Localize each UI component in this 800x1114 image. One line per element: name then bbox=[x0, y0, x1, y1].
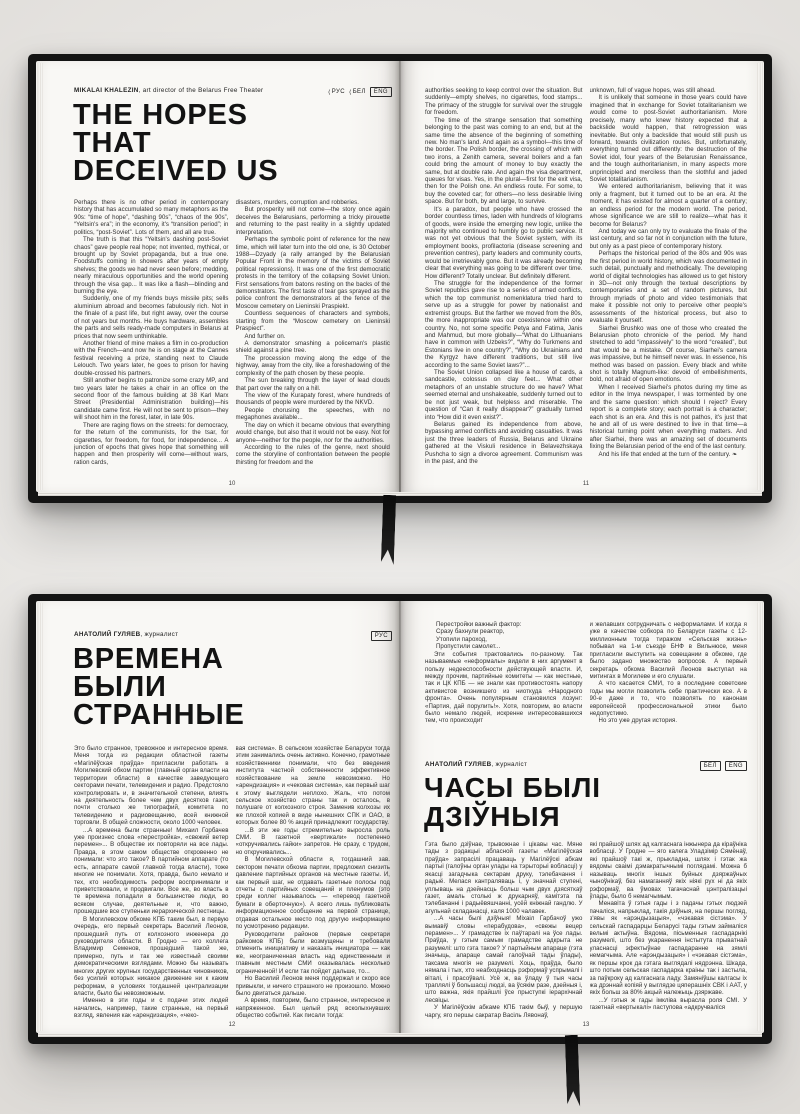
paragraph: It is unlikely that someone in those years could have imagined that in exchange for Soviet totalitarianism we would come to post-Soviet authoritarianism. More precisely, many who knew history expected that a backslide would happen, that retrogression was inevitable. But only a backslide that would still push us forward, towards civilization routes. But, unfortunately, everything turned out differently: the destruction of the Soviet idol, four years of the Belarusian Renaissance, and the tough authoritarianism, in many aspects more unprincipled and merciless than the slothful and jaded Soviet totalitarianism. bbox=[589, 94, 747, 184]
page-edges-bottom bbox=[38, 1033, 762, 1037]
page-13 bbox=[400, 601, 764, 1033]
text-column-1 bbox=[425, 621, 583, 759]
paragraph: які прайшоў шлях ад калгаснага інжынера да кіраўніка вобласці. У Гродне — яго калега Уладзімір Сямёнаў, які прайшоў такі ж, прыкладна, шлях і гэтак жа вядомы сваімі дэмакратычнымі поглядамі. Можна б называць многіх іншых буйных дзяржаўных чыноўнікаў, без намаганняў якіх ніякі рух ні да якіх рэформаў, ва ўмовах тагачаснай цэнтралізацыі ўлады, было б немагчымым. bbox=[589, 841, 747, 900]
body-text bbox=[425, 841, 747, 1031]
lang-tab-bel bbox=[349, 89, 366, 96]
paragraph: The day on which it became obvious that everything would change, but also that it would not be easy. Not for anyone—neither for the people, nor for the authorities. bbox=[235, 421, 390, 444]
paragraph: А что касается СМИ, то в последние советские годы мы могли позволить себе практически все. А в 90-е даже и то, что позволять по канонам европейской профессиональной этики было недопустимо. bbox=[589, 680, 747, 718]
lang-tab-rus-active: РУС bbox=[371, 631, 392, 641]
text-column-2 bbox=[590, 621, 748, 759]
page-10 bbox=[36, 61, 400, 492]
paragraph: В Могилевской области я, тогдашний зав. сектором печати обкома партии, предложил снизить давление партийных органов на местные газеты. И, как первый шаг, не отдавать газетные полосы под отчеты с партийных совещаний и пленумов (это среди коллег называлось — «перевод газетной бумаги в оберточную»). А всего лишь публиковать информационное сообщение на первой странице, отдавая остальное место под другую информацию по усмотрению редакции. bbox=[235, 856, 390, 931]
body-text-continuation bbox=[425, 621, 747, 759]
book-gutter bbox=[399, 61, 401, 492]
page-edges-right bbox=[757, 63, 764, 490]
author-line bbox=[425, 761, 527, 768]
ribbon-bookmark bbox=[381, 495, 396, 565]
paragraph: вая система». В сельском хозяйстве Беларуси тогда этим занимались очень активно. Конечно, грамотные хозяйственники понимали, что без введения института частной собственности эффективное хозяйствование на земле невозможно. Но «арендизация» и «чековая система», как первый шаг к этому выглядели неплохо. Жаль, что потом сельское хозяйство страны так и осталось, в полушаге от колхозного строя. Заменив колхозы их же плохой копией в виде нынешних СПК и ОАО, в которых более 80 % акций принадлежит государству. bbox=[235, 745, 390, 827]
paragraph: Perhaps the symbolic point of reference for the new time, which will later turn into the old one, is 30 October 1988—Dzyady (a rally arranged by the Belarusian Popular Front in the memory of the victims of Soviet political repressions). It was one of the first democratic protests in the territory of the collapsing Soviet Union. First sensations from batons resting on the backs of the demonstrators. The first taste of tear gas sprayed as the police confront the demonstrators at the fence of the Moscow cemetery on Lieninski Praspiekt. bbox=[235, 236, 390, 310]
goto-arrow-icon: ⟨ bbox=[348, 89, 352, 96]
ribbon-bookmark bbox=[565, 1035, 581, 1107]
lang-tab-eng-active: ENG bbox=[370, 87, 392, 97]
paragraph: Но Василий Леонов меня поддержал и скоро все привыкли, и ничего страшного не произошло. Можно было двигаться дальше. bbox=[235, 975, 390, 997]
page-12 bbox=[36, 601, 400, 1033]
paragraph: The sun breaking through the layer of lead clouds that part over the rally on a hill. bbox=[235, 377, 390, 392]
lang-tab-rus-label: РУС bbox=[331, 89, 345, 95]
paragraph: Это было странное, тревожное и интересное время. Меня тогда из редакции областной газеты «Магілёўская праўда» пригласили работать в Могилевский обком партии (главный орган власти на территории области) в качестве заведующего секторами печати, телевидения и радио. Предстояло контролировать и, в значительной степени, влиять на деятельность более чем двух десятков газет, почти столько же типографий, комитета по телевидению и радиовещанию, всей книжной торговли. В общей сложности, около 1000 человек. bbox=[74, 745, 229, 827]
paragraph: The Soviet Union collapsed like a house of cards, a sandcastle, colossus on clay feet... What other metaphors of an unstable structure do we have? What seemed eternal and unshakeable, suddenly turned out to be not just weak, but helpless and miserable. The question of “Can it really disappear?” gradually turned into “How did it even exist?”. bbox=[425, 369, 583, 421]
page-edges-left bbox=[36, 63, 43, 490]
paragraph: unknown, full of vague hopes, was still ahead. bbox=[589, 87, 716, 94]
paragraph: ...А часы былі дзіўныя! Міхаіл Гарбачоў ужо вымавіў словы «перабудова», «свежы вецер перамен»... У грамадстве іх паўтаралі на ўсе лады. Праўда, у гэтым самым грамадстве адкрыта не разумелі: што гэта такое? У партыйным апараце (гэта значыць, апараце самай галоўнай тады ўлады), таксама многія не разумелі. Хоць, праўда, было нямала і тых, хто неабходнасць рэформаў успрымалі і віталі, і прасоўвалі. Усё ж, ва ўладу ў тыя часы траплялі ў большасці людзі, ва ўсякім разе, дзейныя і, што важна, якія прайшлі ўсе прыступкі іерархічнай лесвіцы. bbox=[425, 915, 583, 1004]
paragraph: And today we can only try to evaluate the finale of the last century, and so far not in conjunction with the future, but only as a past piece of contemporary history. bbox=[589, 228, 747, 250]
paragraph: ...А времена были странные! Михаил Горбачев уже произнес слова «перестройка», «свежий ветер перемен»... В обществе их повторяли на все лады. Правда, в этом самом обществе откровенно не понимали: что это такое? В партийном аппарате (то есть, аппарате самой главной тогда власти), тоже многие не понимали. Хотя, правда, было немало и тех, кто необходимость реформ воспринимали и приветствовали, и продвигали. Все же, во власть в те времена попадали в большинстве люди, во всяком случае, деятельные и, что важно, прошедшие все ступеньки иерархической лестницы. bbox=[74, 826, 229, 916]
paragraph: The view of the Kurapaty forest, where hundreds of thousands of people were murdered by the NKVD. bbox=[235, 391, 390, 407]
page-edges-left bbox=[36, 603, 43, 1031]
page-number: 10 bbox=[228, 481, 236, 487]
paragraph: Still another begins to patronize some crazy MP, and two years later he takes a chair in an office on the second floor of the famous building at 38 Karl Marx Street (Presidential Administration building)—his candidate came first. He will not be sent to prison—they will shoot him in the forest, later, in late 90s. bbox=[74, 377, 229, 422]
author-name: АНАТОЛИЙ ГУЛЯЕВ bbox=[425, 761, 492, 768]
goto-arrow-icon: ⟨ bbox=[328, 89, 331, 96]
lang-tab-eng: ENG bbox=[725, 761, 747, 771]
paragraph: authorities seeking to keep control over the situation. But suddenly—empty shelves, no cigarettes, food stamps... The primacy of the struggle for survival over the struggle for freedom. bbox=[425, 87, 583, 117]
article-title-rus: ВРЕМЕНА БЫЛИ СТРАННЫЕ bbox=[73, 643, 245, 731]
paragraph: Suddenly, one of my friends buys missile pits; sells aluminium abroad and becomes fabulously rich. Not in the finale of a past life, but right away, over the course of not years but months. He buys hardware, assembles the parts and sells ready-made computers in Belarus at prices that now seem unthinkable. bbox=[74, 295, 229, 340]
language-tabs bbox=[371, 631, 392, 641]
page-header bbox=[74, 631, 392, 641]
paragraph: Гэта было дзіўнае, трывожнае і цікавы час. Мяне тады з рэдакцыі абласной газеты «Магілёўская праўда» запрасілі працаваць у Магілёўскі абкам партыі (галоўны орган улады на тэрыторыі вобласці) у якасці загадчыка сектарам друку, тэлебачання і радыё. Мелася кантраляваць і, у значнай ступені, уплываць на дзейнасць больш чым двух дзясяткаў газет, амаль столькі ж друкарняў, камітэта па тэлебачанні і радыёвяшчанні, усёй кніжнай гандлю. У агульнай складанасці, каля 1000 чалавек. bbox=[425, 841, 583, 915]
paragraph: Another friend of mine makes a film in co-production with the French—and now he is on stage at the Cannes festival receiving a prize, standing next to Claude Lelouch. Two years later, he goes to prison for having double-crossed his partners. bbox=[74, 340, 229, 377]
paragraph: disasters, murders, corruption and robberies. bbox=[235, 199, 360, 206]
page-number: 11 bbox=[582, 481, 590, 487]
page-11 bbox=[400, 61, 764, 492]
author-line bbox=[74, 87, 263, 94]
paragraph: ...У гэтыя ж гады імкліва вырасла роля СМІ. У газетнай «вертыкалі» паступова «адкручваліся bbox=[589, 996, 747, 1012]
verse-following-text bbox=[425, 651, 583, 725]
page-edges-right bbox=[757, 603, 764, 1031]
author-name: АНАТОЛИЙ ГУЛЯЕВ bbox=[74, 631, 141, 638]
text-column-2 bbox=[236, 745, 391, 1023]
paragraph: Именно в эти годы и с подачи этих людей начались, например, такие странные, на первый взгляд, явления как «арендизация», «чеко- bbox=[74, 997, 229, 1020]
paragraph: There are raging flows on the streets: for democracy, for the return of the communists, for the tsar, for cigarettes, for freedom, for food, for independence... A junction of epochs that gives hope that something will happen and then prosperity will come—without wars, ration cards, bbox=[74, 421, 229, 466]
body-text bbox=[425, 87, 747, 491]
book-bottom bbox=[28, 594, 772, 1044]
body-text bbox=[74, 199, 390, 483]
paragraph: The procession moving along the edge of the highway, away from the city, like a foreshadowing of the complexity of the path chosen by these people. bbox=[235, 354, 390, 377]
paragraph: Менавіта ў гэтыя гады і з падачы гэтых людзей пачаліся, напрыклад, такія дзіўныя, на першы погляд, з'явы як «арэндызацыя», «чэкавая сістэма». У сельскай гаспадарцы Беларусі тады гэтым займаліся вельмі актыўна. Вядома, пісьменныя гаспадарнікі разумелі, што без укаранення інстытута прыватнай уласнасці эфектыўнае гаспадаранне на зямлі немагчыма. Але «арэндызацыя» і «чэкавая сістэма», як першы крок да гэтага выглядалі нядрэнна. Шкада, што потым сельская гаспадарка краіны так і застыла, за паўкроку ад калгаснага ладу. Замяніўшы калгасы іх жа дрэннай копіяй у выглядзе цяперашніх СВК і ААТ, у якіх больш за 80% акцый належыць дзяржаве. bbox=[589, 900, 747, 997]
verse: Перестройки важный фактор: Сразу бахнули реактор, Утопили пароход, Пропустили самолет... bbox=[436, 621, 522, 651]
paragraph: The truth is that this “Yeltsin's dashing post-Soviet chaos” gave people real hope; not invented, mythical, or brought up by Soviet propaganda, but a true one. Foodstuffs coming in showers after years of empty shelves; the goods we had never seen before; medding, nearly miraculous opportunities and the world opening through the visa gap... It was like a flash—blinding and burning the eye. bbox=[74, 236, 229, 296]
author-line bbox=[74, 631, 178, 638]
paragraph: It's a paradox, but people who have crossed the border countless times, laden with hundreds of kilograms of goods, were inside the emerging new logic, unlike the majority who continued to humbly go to public service. It was not yet obvious that the Soviet system, with its employment books, profilactoria (disease screening and prevention centres), party leaders and community courts, would be irretrievably gone. But it was already becoming clear that everything was going to be different over time. How different? Totally unclear. But definitely different. bbox=[425, 205, 583, 280]
paragraph: В Могилевском обкоме КПБ таким был, в первую очередь, его первый секретарь Василий Леонов, прошедший путь от колхозного инженера до руководителя области. В Гродно — его коллега Владимир Семенов, прошедший такой же, примерно, путь и так же известный своими демократическими взглядами. Можно бы называть многих других крупных государственных чиновников, без усилий которых никакое движение ни к каким реформам, в условиях тогдашней централизации власти, было бы невозможным. bbox=[74, 915, 229, 997]
author-name: MIKALAI KHALEZIN bbox=[74, 87, 139, 94]
page-header bbox=[425, 761, 747, 771]
text-column-2 bbox=[590, 841, 748, 1031]
page-number: 12 bbox=[228, 1022, 236, 1028]
text-column-1 bbox=[74, 745, 229, 1023]
paragraph: Руководители районов (первые секретари райкомов КПБ) были возмущены и требовали отменить инициативу и наказать инициатора — как же, неограниченная власть над единственным и главным местным СМИ оказывалась несколько ограниченной! И если так пойдет дальше, то... bbox=[235, 930, 390, 975]
paragraph: But prosperity will not come—the story once again deceives the Belarusians, performing a tricky pirouette and returning to the past reality in a slightly updated interpretation. bbox=[235, 206, 390, 236]
paragraph: А время, повторим, было странное, интересное и напряженное. Был целый ряд всколыхнувших общество событий. Как писали тогда: bbox=[235, 997, 390, 1020]
paragraph: Perhaps the historical period of the 80s and 90s was the first period in world history, which was documented in such detail, punctually and methodically. The developing world of digital technologies has allowed us to get history in 3D—not only through the textual descriptions by contemporaries and a set of random pictures, but through myriads of photo and video testimonials that make it possible not only to perceive other people's assessments of the historical process, but also to evaluate it yourself. bbox=[589, 250, 747, 325]
language-tabs bbox=[700, 761, 747, 771]
paragraph: ...В эти же годы стремительно выросла роль СМИ. В газетной «вертикали» постепенно «откручивались гайки» запретов. Не сразу, с трудом, но откручивались... bbox=[235, 826, 390, 856]
author-role: , журналіст bbox=[491, 761, 528, 768]
paragraph: We entered authoritarianism, believing that it was only a fragment, but it turned out to be an era. At the moment, it has existed for almost a quarter of a century; an endless period for the modern world. The period, whose significance we are still to realize—what has it become for Belarus? bbox=[589, 183, 747, 228]
page-header bbox=[74, 87, 392, 97]
author-role: , журналист bbox=[140, 631, 179, 638]
body-text bbox=[74, 745, 390, 1023]
paragraph: и желавших сотрудничать с неформалами. И когда я уже в качестве собкора по Беларуси газеты с 12-миллионным тогда тиражом «Сельская жизнь» побывал на 1-м съезде БНФ в Вильнюсе, меня пригласили выступить на совещании в обкоме, где было задано множество вопросов. А первый секретарь обкома Василий Леонов выступал на митингах в Могилеве и его слушали. bbox=[589, 621, 747, 680]
author-role: , art director of the Belarus Free Theater bbox=[138, 87, 264, 94]
paragraph: People chorusing the speeches, with no megaphones available... bbox=[235, 406, 390, 422]
lang-tab-bel-active: БЕЛ bbox=[700, 761, 721, 771]
paragraph: Perhaps there is no other period in contemporary history that has accumulated so many metaphors as the 90s: “time of hope”, “dashing 90s”, “chaos of the 90s”, “Yeltsin's era”; in the economy, it's “transition period”; in politics, “post-Soviet”. Lots of them, and all are true. bbox=[74, 199, 229, 236]
paragraph: When I received Siarhei's photos during my time as editor in the Imya newspaper, I was tormented by one and the same question: which should I reject? Every report is a complete story; each portrait is a character; each shot is an era. And this is not pathos, it's just that he and all of us were destined to live in that time—a historical turning point when everything matters. And after Siarhei, there was an amazing set of documents fixing the Belarusian period of the end of the last century. bbox=[589, 383, 747, 451]
paragraph: The time of the strange sensation that something belonging to the past was coming to an end, but at the same time the absence of the beginning of something new. No man's land. And again as a symbol—this time of the border. The Polish border, the crossing of which with two irons, a Zenith camera, several boilers and a fan could bring the amount of money to buy exactly the same, but at double rate. And again the visa department, queues for visas. Yes, in the plural—first for the exit visa, then for the Polish one. An endless route. For some, to buy the coveted car; for others—no less desirable living space. But for both, by and large, to survive. bbox=[425, 116, 583, 206]
paragraph: According to the rules of the genre, next should come the storyline of confrontation between the people thirsting for freedom and the bbox=[235, 443, 390, 466]
book-top bbox=[28, 54, 772, 503]
article-title-bel: ЧАСЫ БЫЛІ ДЗІЎНЫЯ bbox=[424, 772, 601, 832]
text-column-1 bbox=[425, 841, 583, 1031]
language-tabs bbox=[328, 87, 392, 97]
page-number: 13 bbox=[582, 1022, 590, 1028]
paragraph: Countless sequences of characters and symbols, starting from the “Moscow cemetery on Lieninski Praspiect”. bbox=[235, 310, 390, 333]
book-gutter bbox=[399, 601, 401, 1033]
text-column-1 bbox=[425, 87, 583, 491]
paragraph: Но это уже другая история. bbox=[598, 717, 678, 725]
text-column-2 bbox=[236, 199, 391, 483]
article-title-eng: THE HOPES THAT DECEIVED US bbox=[73, 99, 279, 187]
paragraph: Эти события трактовались по-разному. Так называемые «неформалы» видели в них аргумент в пользу недееспособности действующей власти. И, между прочим, партийные комитеты — как местные, так и ЦК КПБ — не знали как противостоять напору активистов возникшего из ниоткуда «Народного фронта». Очень популярным становился лозунг: «Партия, дай порулить!». Хотя, повторим, во власти было немало людей, искренне интересовавшихся тем, что происходит bbox=[425, 650, 583, 725]
text-column-1 bbox=[74, 199, 229, 483]
lang-tab-bel-label: БЕЛ bbox=[352, 89, 366, 95]
paragraph: У Магілёўскім абкаме КПБ такім быў, у першую чаргу, яго першы сакратар Васіль Лявонаў, bbox=[425, 1004, 583, 1019]
paragraph: And his life that ended at the turn of the century. ❧ bbox=[598, 450, 738, 458]
paragraph: Belarus gained its independence from above, bypassing armed conflicts and avoiding casualties. It was just the three leaders of Russia, Belarus and Ukraine gathered at the Viskuli residence in Belavezhskaya Pushcha to sign a divorce agreement. Communism was in the past, and the bbox=[425, 420, 583, 466]
paragraph: And further on. bbox=[244, 332, 286, 340]
paragraph: Siarhei Brushko was one of those who created the Belarusian photo chronicle of the period. My hand stretched to add “impassively” to the word “created”, but that would be a mistake. Of course, Siarhei's camera was impassive, but he himself never was. In essence, his method was based on passion. Every black and white shot is totally Magnum-like: devoid of embellishments, bold, not afraid of open emotions. bbox=[589, 324, 747, 384]
lang-tab-rus bbox=[328, 89, 345, 96]
text-column-2 bbox=[590, 87, 748, 491]
paragraph: A demonstrator smashing a policeman's plastic shield against a pine tree. bbox=[235, 340, 390, 355]
page-edges-bottom bbox=[38, 492, 762, 496]
paragraph: The struggle for the independence of the former Soviet republics gave rise to a series of armed conflicts, which the top communist nomenklatura tried hard to serve up as a struggle for power by nationalist and extremist groups. But the farther we moved from the 80s, the more inappropriate was our coexistence within one country. No, not some specific Petya and Fatima, Janis and Mahmud, but more globally—“What do Lithuanians have in common with Uzbeks?”, “Why do Turkmens and Estonians live in one country?”, “Why do Ukrainians and the Kyrgyz have different traditions, but still live according to the same Soviet laws?”... bbox=[425, 279, 583, 369]
